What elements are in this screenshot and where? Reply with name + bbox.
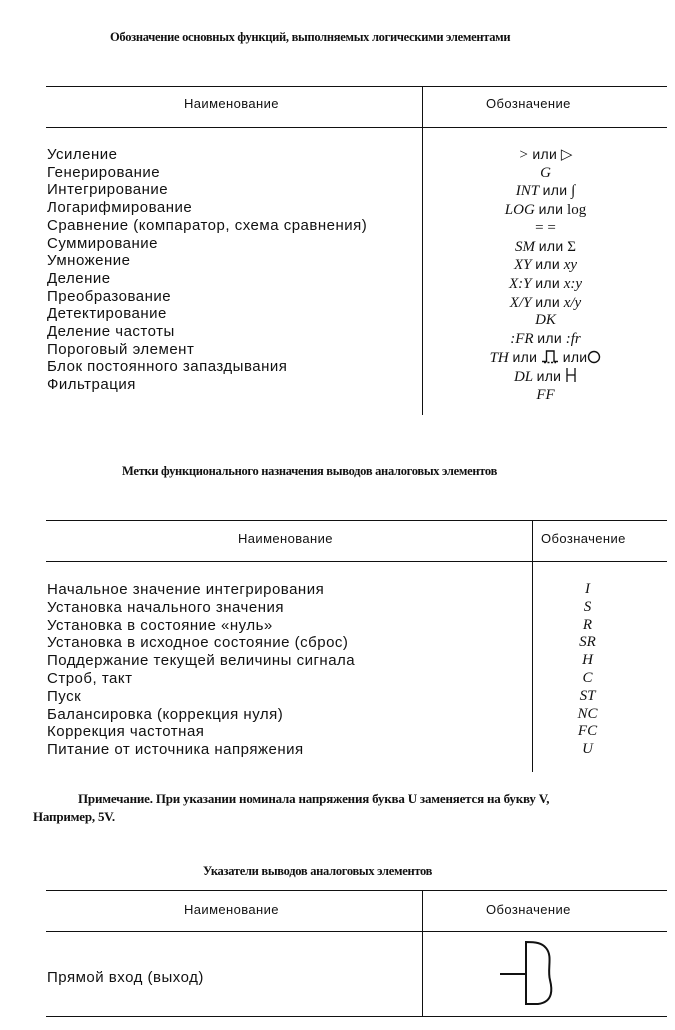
- table1-row-name: Пороговый элемент: [47, 340, 195, 358]
- table3-col-symbol: Обозначение: [486, 902, 571, 917]
- table1-symbols: [424, 146, 667, 405]
- table2-title: Метки функционального назначения выводов аналоговых элементов: [122, 464, 498, 478]
- table1-row-symbol: LOG или log: [504, 201, 587, 219]
- table1-row-name: Суммирование: [47, 234, 158, 252]
- circle-icon: [587, 350, 601, 364]
- table3-header-rule: [46, 931, 667, 932]
- table3-column-divider: [422, 890, 423, 1016]
- table2-row-symbol: NC: [577, 705, 598, 722]
- table1-row-name: Преобразование: [47, 287, 172, 305]
- table1-row-name: Умножение: [47, 252, 131, 270]
- table2-row-name: Строб, такт: [47, 669, 133, 687]
- table1-row-name: Деление частоты: [47, 323, 175, 341]
- table2-row-name: Коррекция частотная: [47, 723, 205, 741]
- table1-col-symbol: Обозначение: [486, 96, 571, 111]
- table2-row-name: Балансировка (коррекция нуля): [47, 705, 284, 723]
- table1-row-name: Блок постоянного запаздывания: [47, 358, 288, 376]
- table1-row-symbol: FF: [536, 387, 555, 404]
- table1-row-symbol: XY или xy: [513, 256, 578, 274]
- table2-row-symbol: ST: [579, 687, 596, 704]
- table1-row-symbol: = =: [535, 219, 556, 236]
- table2-row-symbol: C: [582, 669, 593, 686]
- table1-row-name: Деление: [47, 269, 111, 287]
- table3-bottom-rule: [46, 1016, 667, 1017]
- table3-col-name: Наименование: [184, 902, 279, 917]
- table2-header-rule: [46, 561, 667, 562]
- table1-row-symbol: X/Y или x/y: [509, 293, 582, 311]
- table2-row-name: Пуск: [47, 687, 82, 705]
- table1-header-rule: [46, 127, 667, 128]
- table2-names: [47, 581, 355, 759]
- table3-row-name: Прямой вход (выход): [47, 969, 204, 986]
- table2-row-symbol: SR: [579, 634, 596, 651]
- table2-row-name: Поддержание текущей величины сигнала: [47, 652, 356, 670]
- table2-row-symbol: S: [583, 598, 592, 615]
- table1-title: Обозначение основных функций, выполняемых логическими элементами: [110, 30, 511, 44]
- table1-row-symbol: G: [540, 164, 551, 181]
- table2-symbols: [534, 581, 641, 759]
- table1-row-symbol: TH или или: [424, 349, 667, 368]
- table1-row-name: Логарифмирование: [47, 199, 193, 217]
- table2-column-divider: [532, 520, 533, 772]
- table1-row-symbol: INT или ∫: [515, 182, 576, 200]
- table1-col-name: Наименование: [184, 96, 279, 111]
- table2-row-symbol: U: [582, 741, 593, 758]
- table1-row-symbol: SM или Σ: [515, 237, 576, 255]
- table2-row-symbol: I: [585, 581, 590, 597]
- table1-names: [47, 146, 367, 394]
- note-line-1: Примечание. При указании номинала напряжения буква U заменяется на букву V,: [78, 791, 550, 806]
- table1-row-name: Сравнение (компаратор, схема сравнения): [47, 216, 368, 234]
- table1-row-name: Детектирование: [47, 305, 167, 323]
- table1-row-symbol: > или ▷: [518, 146, 573, 163]
- table1-top-rule: [46, 86, 667, 87]
- table3-top-rule: [46, 890, 667, 891]
- table2-row-name: Установка начального значения: [47, 598, 284, 616]
- table1-row-symbol: X:Y или x:y: [508, 274, 583, 292]
- table2-row-name: Питание от источника напряжения: [47, 741, 304, 759]
- table1-row-symbol: :FR или :fr: [510, 330, 581, 348]
- table1-row-name: Фильтрация: [47, 376, 136, 394]
- table2-row-symbol: R: [582, 616, 593, 633]
- table2-col-name: Наименование: [238, 531, 333, 546]
- delay-bracket-icon: [565, 367, 577, 383]
- table1-column-divider: [422, 86, 423, 415]
- table2-col-symbol: Обозначение: [541, 531, 626, 546]
- table2-row-symbol: FC: [577, 723, 598, 740]
- table1-row-name: Усиление: [47, 146, 118, 163]
- direct-input-output-symbol: [496, 936, 558, 1010]
- table1-row-name: Интегрирование: [47, 181, 169, 199]
- table1-row-symbol: DK: [535, 312, 556, 329]
- note-line-2: Например, 5V.: [33, 809, 115, 824]
- table3-title: Указатели выводов аналоговых элементов: [203, 864, 433, 878]
- threshold-step-icon: [541, 349, 559, 364]
- table2-row-name: Установка в состояние «нуль»: [47, 616, 273, 634]
- table2-row-name: Начальное значение интегрирования: [47, 581, 325, 598]
- table2-top-rule: [46, 520, 667, 521]
- table1-row-name: Генерирование: [47, 163, 161, 181]
- table1-row-symbol: DL или: [424, 367, 667, 387]
- table2-row-name: Установка в исходное состояние (сброс): [47, 634, 349, 652]
- table2-row-symbol: H: [582, 652, 593, 669]
